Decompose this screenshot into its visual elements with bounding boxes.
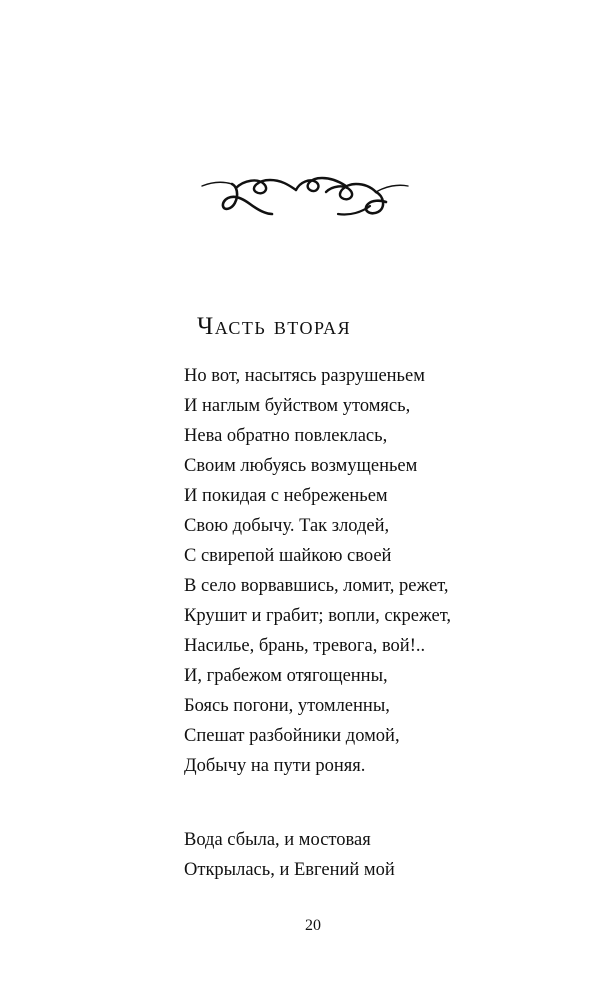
poem-stanza-2 — [184, 825, 395, 885]
poem-line: Вода сбыла, и мостовая — [184, 830, 371, 850]
poem-line: Но вот, насытясь разрушеньем — [184, 366, 425, 386]
part-title: Часть вторая — [197, 313, 352, 340]
poem-line: Насилье, брань, тревога, вой!.. — [184, 636, 426, 656]
poem-line: Нева обратно повлеклась, — [184, 426, 388, 446]
poem-line: В село ворвавшись, ломит, режет, — [184, 576, 449, 596]
poem-line: Своим любуясь возмущеньем — [184, 456, 418, 476]
poem-line: Свою добычу. Так злодей, — [184, 516, 390, 536]
poem-line: Открылась, и Евгений мой — [184, 860, 395, 880]
poem-line: И покидая с небреженьем — [184, 486, 388, 506]
poem-line: Крушит и грабит; вопли, скрежет, — [184, 606, 452, 626]
poem-line: И, грабежом отягощенны, — [184, 666, 388, 686]
flourish-ornament-icon — [200, 160, 410, 226]
page-number: 20 — [305, 917, 321, 934]
poem-line: С свирепой шайкою своей — [184, 546, 392, 566]
poem-line: Добычу на пути роняя. — [184, 756, 366, 776]
poem-line: И наглым буйством утомясь, — [184, 396, 411, 416]
poem-stanza-1 — [184, 361, 451, 781]
poem-line: Спешат разбойники домой, — [184, 726, 400, 746]
poem-line: Боясь погони, утомленны, — [184, 696, 390, 716]
